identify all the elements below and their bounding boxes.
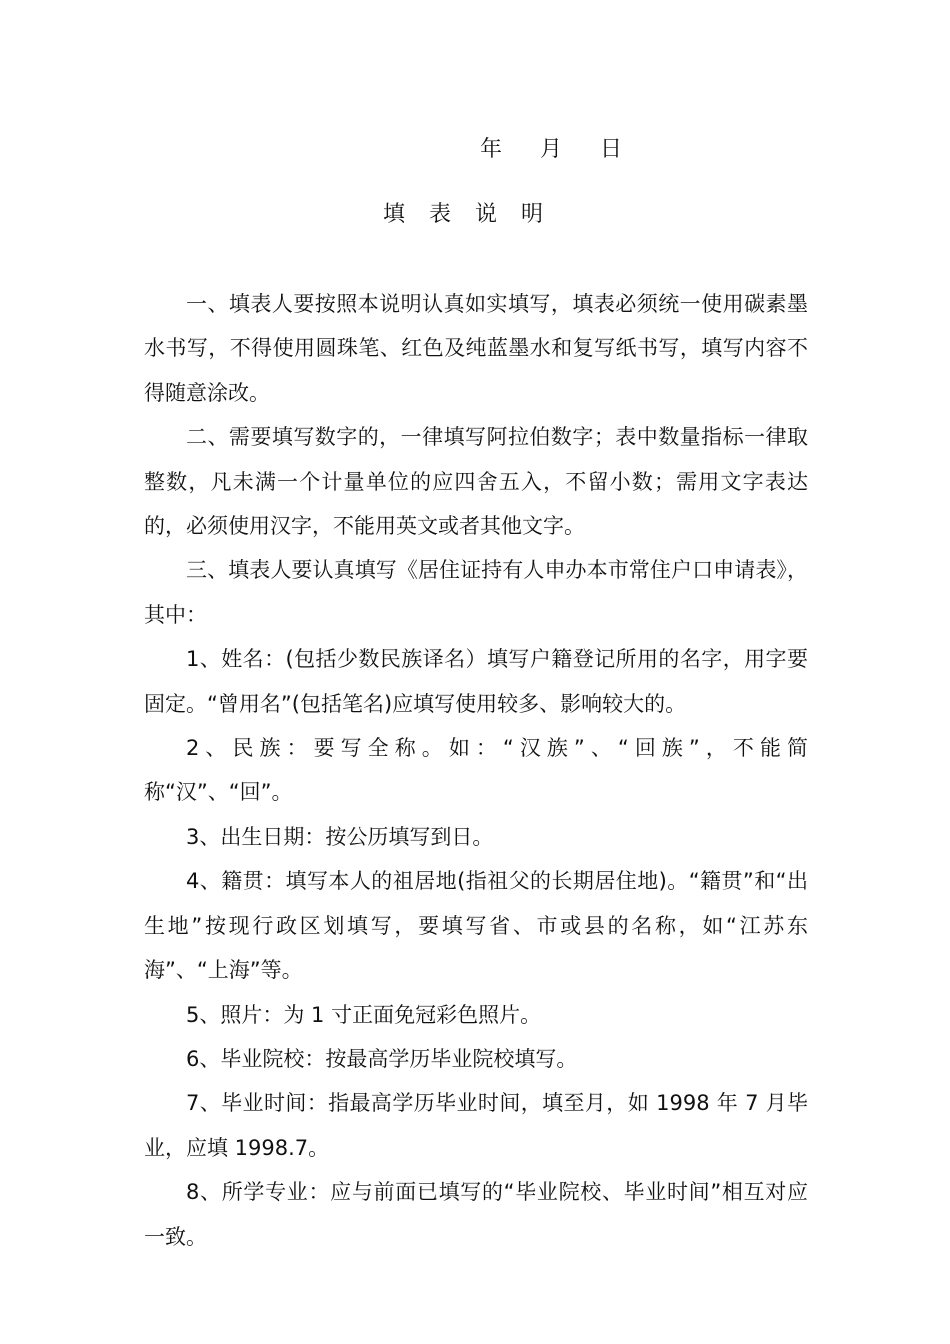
paragraph-birthdate: 3、出生日期：按公历填写到日。 — [186, 824, 494, 849]
date-day-label: 日 — [600, 137, 623, 162]
paragraph-ethnicity: 2、民族：要写全称。如：“汉族”、“回族”，不能简称“汉”、“回”。 — [144, 736, 808, 805]
date-year-label: 年 — [480, 137, 503, 162]
paragraph-3: 三、填表人要认真填写《居住证持有人申办本市常住户口申请表》，其中： — [144, 558, 808, 627]
paragraph-1: 一、填表人要按照本说明认真如实填写，填表必须统一使用碳素墨水书写，不得使用圆珠笔、红色及纯蓝墨水和复写纸书写，填写内容不得随意涂改。 — [144, 292, 808, 405]
paragraph-2: 二、需要填写数字的，一律填写阿拉伯数字；表中数量指标一律取整数，凡未满一个计量单位的应四舍五入，不留小数；需用文字表达的，必须使用汉字，不能用英文或者其他文字。 — [144, 425, 808, 539]
paragraph-photo: 5、照片：为 1 寸正面免冠彩色照片。 — [186, 1002, 542, 1027]
paragraph-name: 1、姓名：(包括少数民族译名）填写户籍登记所用的名字，用字要固定。“曾用名”(包括笔名)应填写使用较多、影响较大的。 — [144, 647, 808, 716]
paragraph-native-place: 4、籍贯：填写本人的祖居地(指祖父的长期居住地)。“籍贯”和“出生地”按现行政区划填写，要填写省、市或县的名称，如“江苏东海”、“上海”等。 — [144, 869, 808, 983]
date-month-label: 月 — [540, 137, 563, 162]
paragraph-major: 8、所学专业：应与前面已填写的“毕业院校、毕业时间”相互对应一致。 — [144, 1180, 808, 1249]
page-title: 填表说明 — [382, 202, 567, 227]
paragraph-graduation-time: 7、毕业时间：指最高学历毕业时间，填至月，如 1998 年 7 月毕业，应填 1998.7。 — [144, 1091, 808, 1160]
paragraph-school: 6、毕业院校：按最高学历毕业院校填写。 — [186, 1046, 578, 1071]
instructions-body — [144, 282, 808, 1259]
